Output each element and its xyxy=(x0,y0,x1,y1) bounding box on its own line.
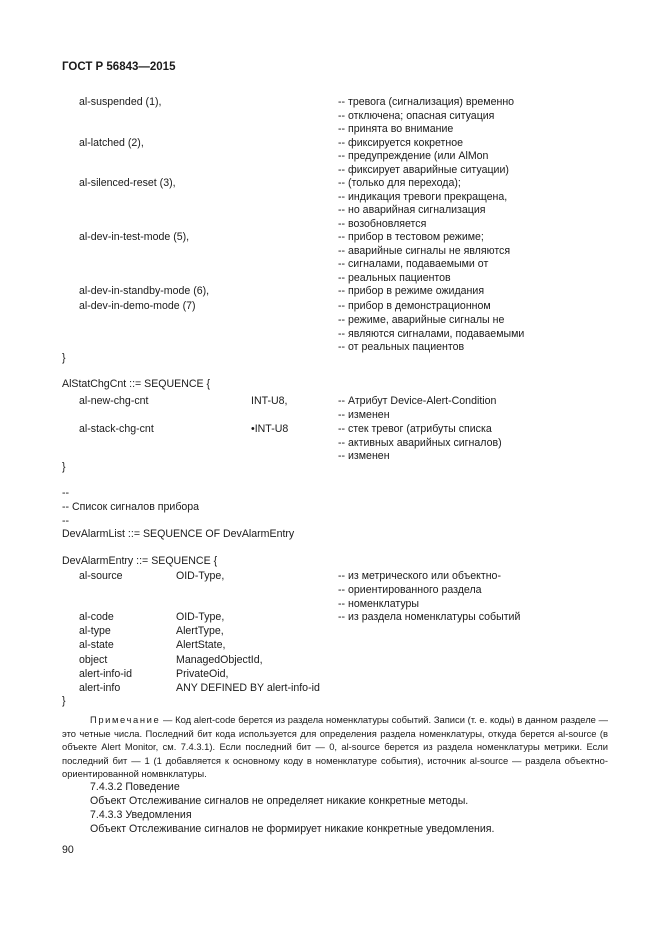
comment-line: -- активных аварийных сигналов) xyxy=(338,436,502,449)
comment-line: -- прибор в режиме ожидания xyxy=(338,285,485,297)
comment-line: -- стек тревог (атрибуты списка xyxy=(338,423,492,435)
comment-line: -- принята во внимание xyxy=(338,123,454,135)
field-type: PrivateOid, xyxy=(176,668,229,680)
code-line: al-latched (2), xyxy=(79,136,144,149)
comment-line: -- номенклатуры xyxy=(338,597,420,610)
document-header: ГОСТ Р 56843—2015 xyxy=(62,61,176,73)
type-line: •INT-U8 xyxy=(251,423,289,435)
comment-line: -- изменен xyxy=(338,408,390,421)
comment-line: -- но аварийная сигнализация xyxy=(338,204,486,216)
comment-line: -- xyxy=(62,515,70,527)
comment-line: -- (только для перехода); xyxy=(338,177,461,189)
field-type: ManagedObjectId, xyxy=(176,654,263,666)
comment-line: -- являются сигналами, подаваемыми xyxy=(338,327,525,340)
note-text: — Код alert-code берется из раздела номенклатуры событий. Записи (т. е. коды) в данном разделе — это четные числа. Последний бит кода используется для определения раздела номенклатуры, откуда берется al-source (в объекте Alert Monitor, см. 7.4.3.1). Если последний бит — 0, al-source берется из раздела номенклатуры метрики. Если последний бит — 1 (1 добавляется к основному коду в номенклатуре события), источник al-source — раздела объектно-ориентированной номвнклатуры. xyxy=(62,714,608,780)
comment-line: -- предупреждение (или AlMon xyxy=(338,150,489,162)
comment-line: -- режиме, аварийные сигналы не xyxy=(338,314,505,326)
field-name: object xyxy=(79,654,108,666)
comment-line: -- Список сигналов прибора xyxy=(62,501,200,513)
field-name: al-source xyxy=(79,570,123,582)
field-type: AlertType, xyxy=(176,625,224,637)
sequence-declaration: DevAlarmEntry ::= SEQUENCE { xyxy=(62,555,218,567)
field-type: OID-Type, xyxy=(176,611,225,623)
page-number: 90 xyxy=(62,844,74,856)
code-line: al-dev-in-test-mode (5), xyxy=(79,231,190,243)
comment-line: -- реальных пациентов xyxy=(338,271,451,284)
section-text: Объект Отслеживание сигналов не формирует никакие конкретные уведомления. xyxy=(90,823,495,835)
close-brace: } xyxy=(62,352,66,364)
comment-line: -- индикация тревоги прекращена, xyxy=(338,190,508,203)
comment-line: -- изменен xyxy=(338,450,390,462)
note-paragraph xyxy=(62,713,608,781)
close-brace: } xyxy=(62,461,66,473)
comment-line: -- от реальных пациентов xyxy=(338,341,465,353)
field-name: al-type xyxy=(79,625,111,637)
comment-line: -- сигналами, подаваемыми от xyxy=(338,258,489,270)
comment-line: -- ориентированного раздела xyxy=(338,584,482,596)
comment-line: -- прибор в демонстрационном xyxy=(338,300,491,312)
comment-line: -- фиксируется кокретное xyxy=(338,136,463,149)
section-heading: 7.4.3.2 Поведение xyxy=(90,781,180,793)
comment-line: -- из метрического или объектно- xyxy=(338,570,501,582)
sequence-declaration: DevAlarmList ::= SEQUENCE OF DevAlarmEntry xyxy=(62,528,295,540)
field-name: alert-info xyxy=(79,682,121,694)
section-heading: 7.4.3.3 Уведомления xyxy=(90,809,192,821)
comment-line: -- прибор в тестовом режиме; xyxy=(338,231,484,243)
comment-line: -- тревога (сигнализация) временно xyxy=(338,96,515,108)
field-type: OID-Type, xyxy=(176,570,225,582)
field-name: al-code xyxy=(79,611,114,623)
comment-line: -- отключена; опасная ситуация xyxy=(338,109,495,122)
code-line: al-new-chg-cnt xyxy=(79,395,149,407)
field-type: ANY DEFINED BY alert-info-id xyxy=(176,682,320,694)
comment-line: -- аварийные сигналы не являются xyxy=(338,244,511,257)
comment-line: -- xyxy=(62,487,70,499)
code-line: al-silenced-reset (3), xyxy=(79,177,176,189)
comment-line: -- из раздела номенклатуры событий xyxy=(338,611,521,623)
comment-line: -- фиксирует аварийные ситуации) xyxy=(338,163,509,176)
code-line: al-dev-in-standby-mode (6), xyxy=(79,285,210,297)
sequence-declaration: AlStatChgCnt ::= SEQUENCE { xyxy=(62,378,211,390)
type-line: INT-U8, xyxy=(251,395,288,407)
code-line: al-stack-chg-cnt xyxy=(79,423,154,435)
code-line: al-dev-in-demo-mode (7) xyxy=(79,300,196,312)
field-name: alert-info-id xyxy=(79,668,132,680)
comment-line: -- возобновляется xyxy=(338,217,427,230)
field-name: al-state xyxy=(79,639,114,651)
field-type: AlertState, xyxy=(176,639,226,651)
comment-line: -- Атрибут Device-Alert-Condition xyxy=(338,395,497,407)
code-line: al-suspended (1), xyxy=(79,96,162,108)
close-brace: } xyxy=(62,695,66,707)
note-label: Примечание xyxy=(90,714,161,725)
section-text: Объект Отслеживание сигналов не определяет никакие конкретные методы. xyxy=(90,795,469,807)
